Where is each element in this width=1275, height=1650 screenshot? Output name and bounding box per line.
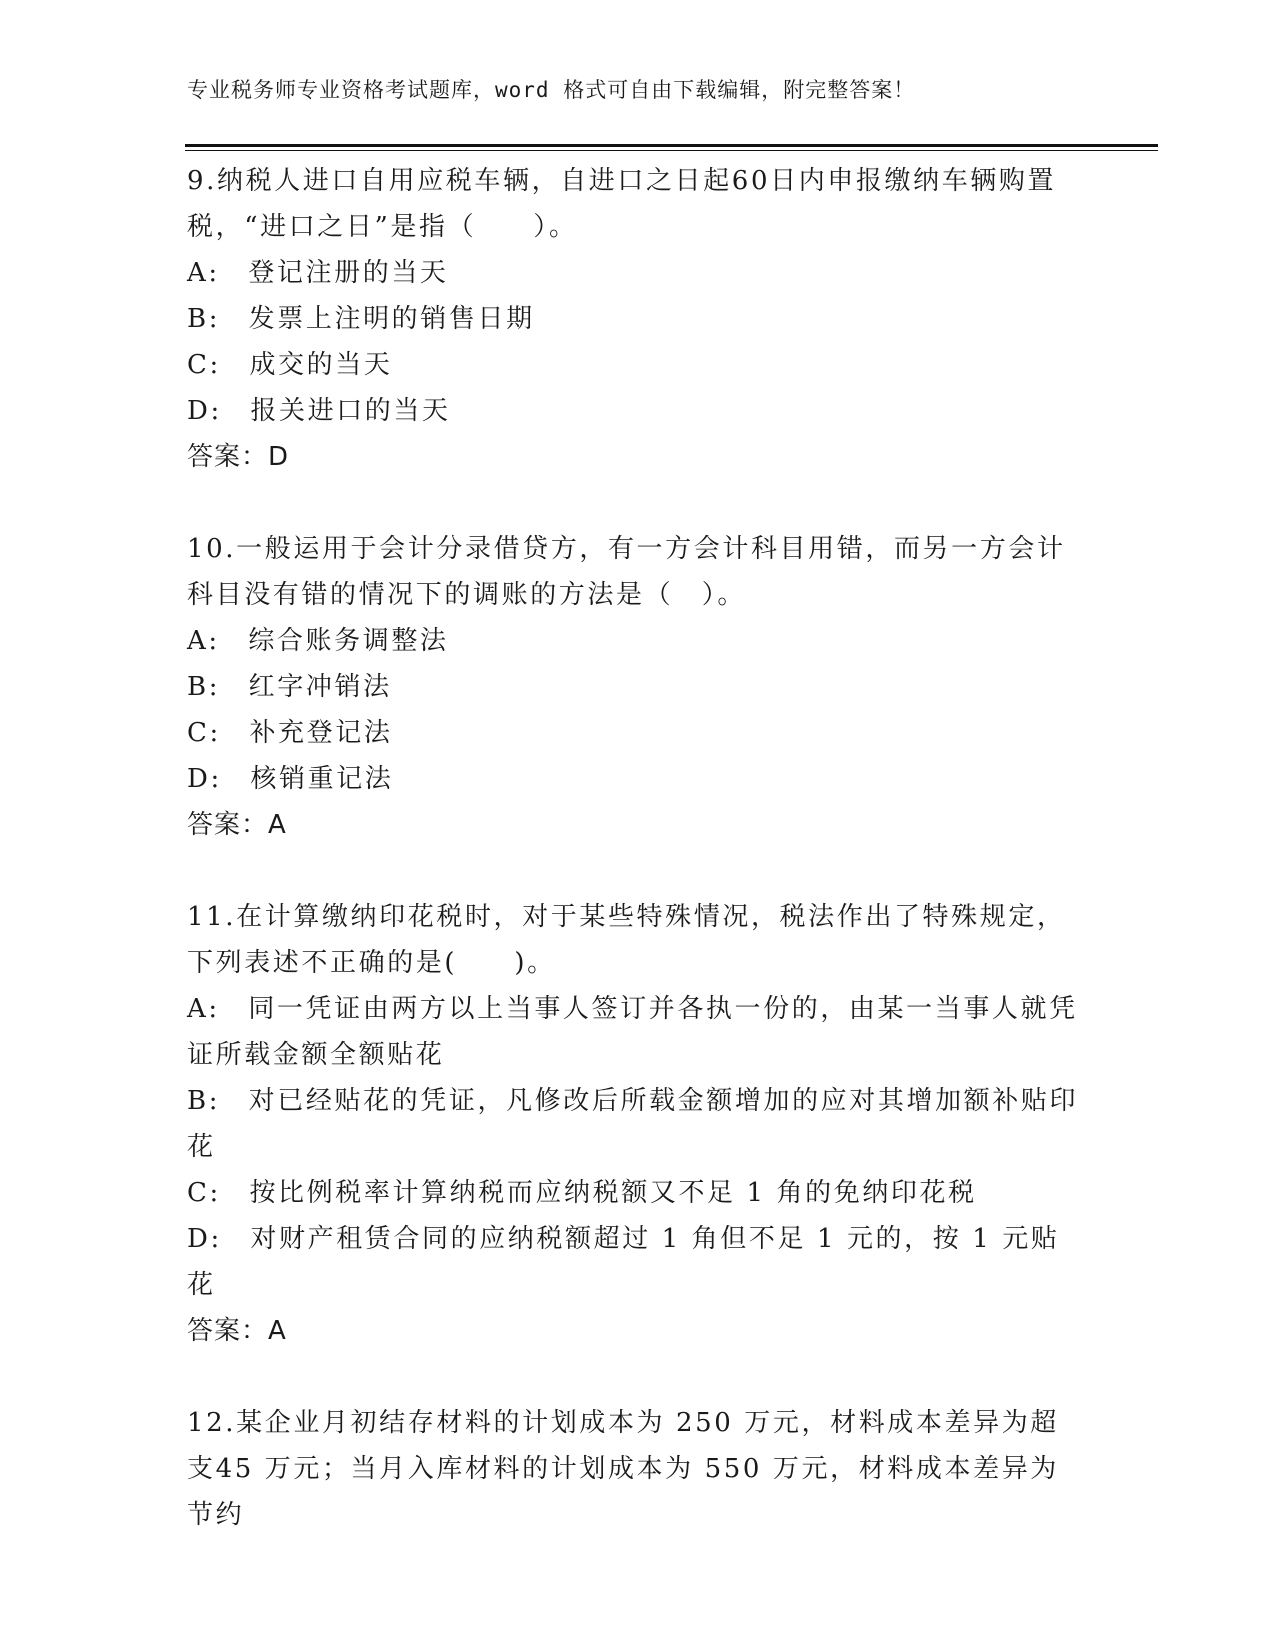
question-11 [187,894,1087,1354]
option-b: B: 发票上注明的销售日期 [187,304,535,334]
question-list [187,158,1087,1538]
option-c: C: 成交的当天 [187,350,393,380]
spacer [187,480,1087,526]
question-stem: 12.某企业月初结存材料的计划成本为 250 万元，材料成本差异为超支45 万元；当月入库材料的计划成本为 550 万元，材料成本差异为节约 [187,1408,1059,1530]
question-10 [187,526,1087,848]
answer: 答案：A [187,810,287,840]
option-a: A: 登记注册的当天 [187,258,449,288]
question-stem: 11.在计算缴纳印花税时，对于某些特殊情况，税法作出了特殊规定，下列表述不正确的是( )。 [187,902,1066,978]
option-d: D: 报关进口的当天 [187,396,451,426]
spacer [187,1354,1087,1400]
option-a: A: 综合账务调整法 [187,626,449,656]
page-header: 专业税务师专业资格考试题库，word 格式可自由下载编辑，附完整答案！ [187,78,916,102]
option-d: D: 核销重记法 [187,764,394,794]
option-d: D: 对财产租赁合同的应纳税额超过 1 角但不足 1 元的，按 1 元贴花 [187,1224,1060,1300]
spacer [187,848,1087,894]
header-rule-thick [185,144,1158,147]
option-b: B: 红字冲销法 [187,672,392,702]
question-stem: 10.一般运用于会计分录借贷方，有一方会计科目用错，而另一方会计科目没有错的情况下的调账的方法是（ ）。 [187,534,1066,610]
option-a: A: 同一凭证由两方以上当事人签订并各执一份的，由某一当事人就凭证所载金额全额贴花 [187,994,1078,1070]
option-c: C: 按比例税率计算纳税而应纳税额又不足 1 角的免纳印花税 [187,1178,977,1208]
question-12 [187,1400,1087,1538]
answer: 答案：D [187,442,290,472]
header-rule-thin [185,150,1158,151]
question-stem: 9.纳税人进口自用应税车辆，自进口之日起60日内申报缴纳车辆购置税，“进口之日”是指（ ）。 [187,166,1057,242]
option-b: B: 对已经贴花的凭证，凡修改后所载金额增加的应对其增加额补贴印花 [187,1086,1079,1162]
question-9 [187,158,1087,480]
option-c: C: 补充登记法 [187,718,393,748]
answer: 答案：A [187,1316,287,1346]
